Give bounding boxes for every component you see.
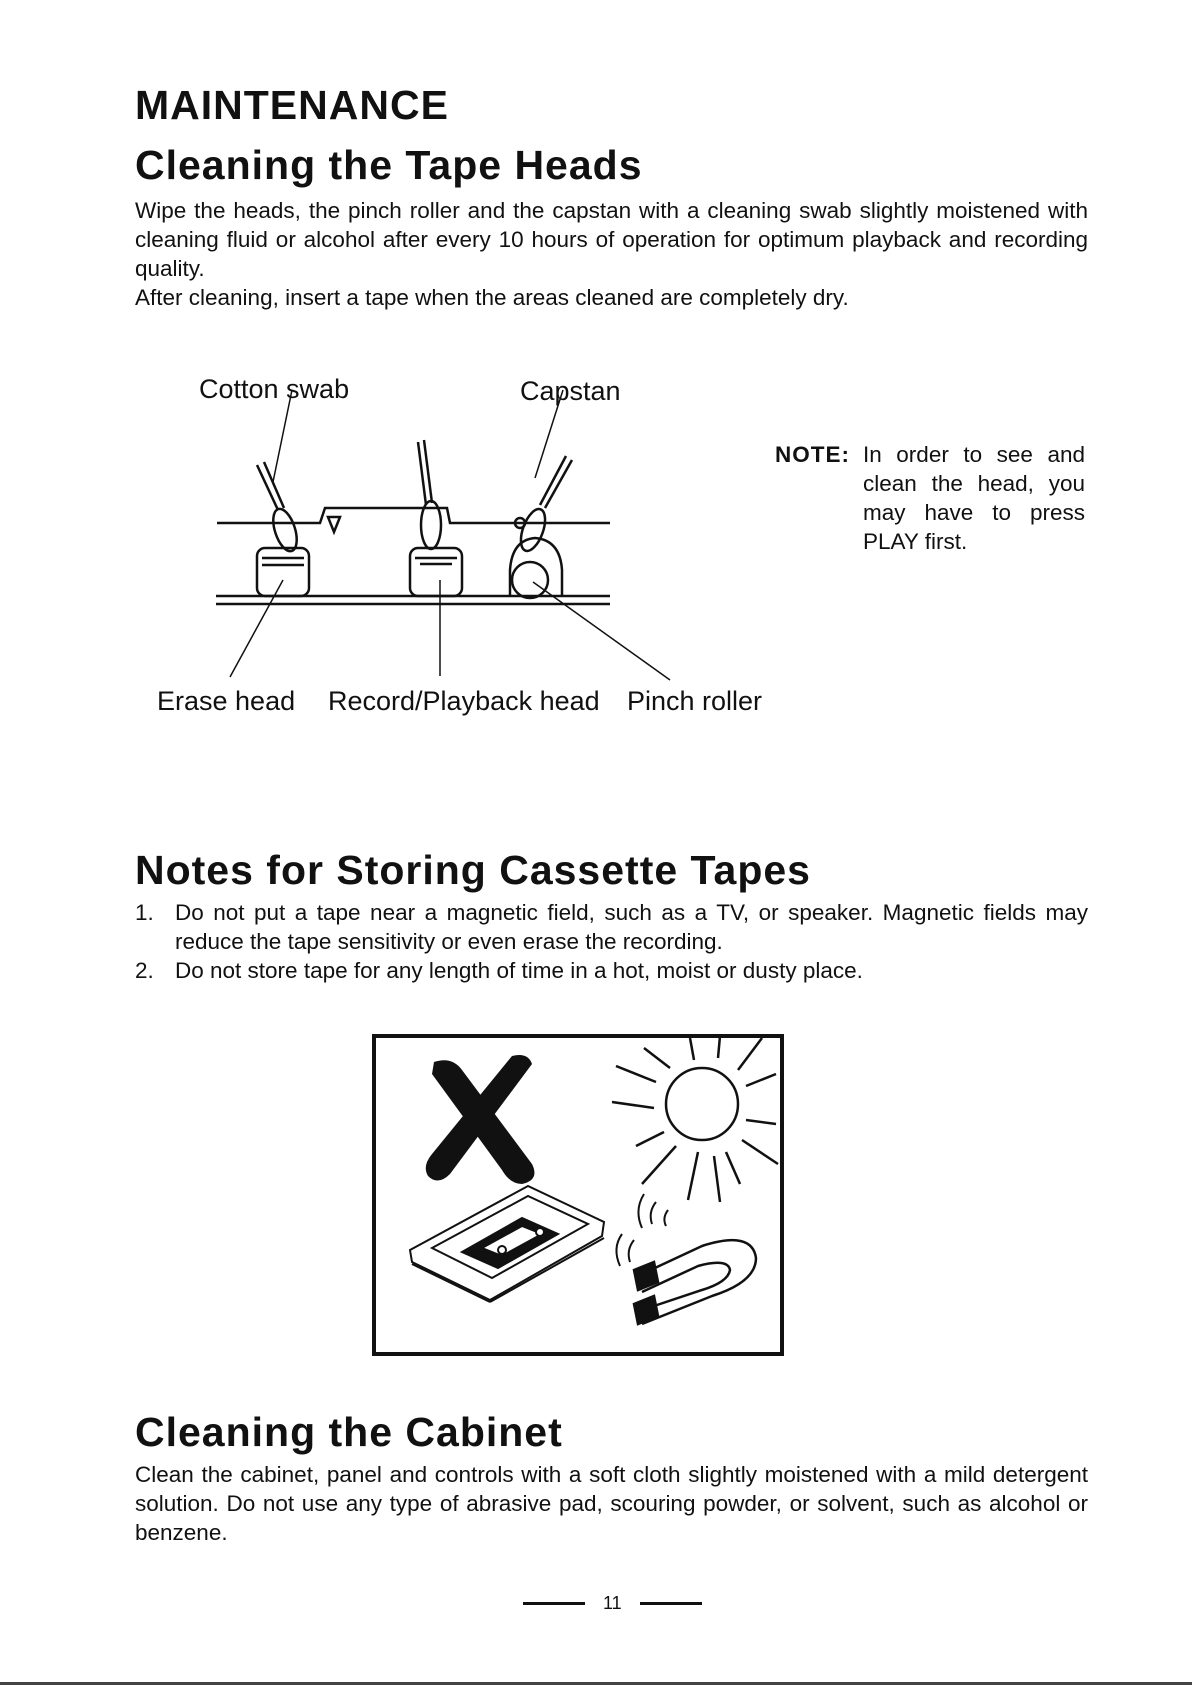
list-item: [135, 956, 1088, 985]
page-heading: MAINTENANCE: [135, 82, 449, 128]
note-box: [775, 440, 1085, 556]
plate-marker: [328, 517, 340, 532]
note-text: In order to see and clean the head, you may have to press PLAY first.: [863, 442, 1085, 554]
list-item-text: Do not put a tape near a magnetic field, such as a TV, or speaker. Magnetic fields may reduce the tape sensitivity or even erase the recording.: [175, 900, 1088, 954]
label-erase-head: Erase head: [157, 686, 296, 716]
label-pinch-roller: Pinch roller: [627, 686, 763, 716]
cabinet-title: Cleaning the Cabinet: [135, 1409, 563, 1455]
tape-heads-text: [135, 196, 1088, 312]
illustration-frame: [374, 1036, 782, 1354]
label-record-playback-head: Record/Playback head: [328, 686, 600, 716]
page-number: 11: [603, 1592, 622, 1613]
footer-rule-right: [640, 1602, 702, 1605]
tape-heads-title: Cleaning the Tape Heads: [135, 142, 643, 188]
storing-title: Notes for Storing Cassette Tapes: [135, 847, 811, 893]
footer-rule-left: [523, 1602, 585, 1605]
label-cotton-swab: Cotton swab: [199, 374, 350, 404]
tape-head-diagram: [150, 390, 630, 680]
storing-list: [135, 898, 1088, 985]
note-label: NOTE:: [775, 442, 850, 467]
record-playback-head-shape: [410, 548, 462, 596]
list-item-number: 2.: [135, 958, 154, 983]
storage-warning-illustration: [372, 1034, 784, 1356]
tape-heads-paragraph-2: After cleaning, insert a tape when the areas cleaned are completely dry.: [135, 285, 849, 310]
tape-heads-paragraph-1: Wipe the heads, the pinch roller and the capstan with a cleaning swab slightly moistened with cleaning fluid or alcohol after every 10 hours of operation for optimum playback and recording quality.: [135, 198, 1088, 281]
list-item-number: 1.: [135, 900, 154, 925]
swab-left: [257, 462, 301, 554]
cabinet-paragraph: Clean the cabinet, panel and controls with a soft cloth slightly moistened with a mild detergent solution. Do not use any type of abrasive pad, scouring powder, or solvent, such as alcohol or benzene.: [135, 1462, 1088, 1545]
leader-erase-head: [230, 580, 283, 677]
cabinet-text: [135, 1460, 1088, 1547]
erase-head-shape: [257, 548, 309, 596]
swab-middle: [418, 440, 441, 549]
list-item-text: Do not store tape for any length of time in a hot, moist or dusty place.: [175, 958, 863, 983]
label-capstan: Capstan: [520, 376, 621, 406]
list-item: [135, 898, 1088, 956]
page-footer: [523, 1590, 702, 1616]
